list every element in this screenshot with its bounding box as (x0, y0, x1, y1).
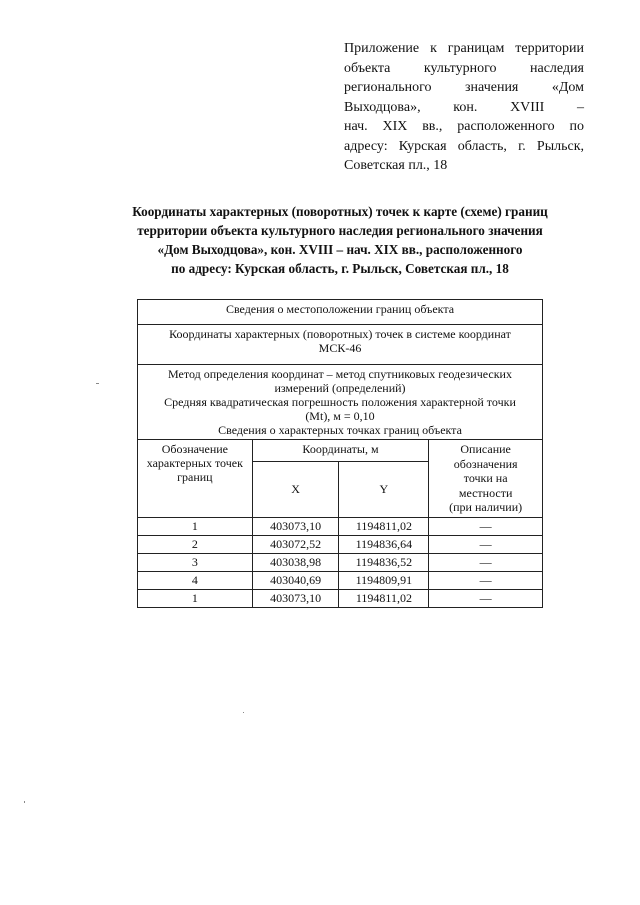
description-cell: — (429, 517, 543, 535)
header-text: местности (458, 485, 513, 500)
description-cell: — (429, 553, 543, 571)
appendix-line: Выходцова», кон. XVIII – (344, 99, 584, 115)
y-cell: 1194836,64 (339, 535, 429, 553)
x-cell: 403072,52 (252, 535, 339, 553)
method-line: измерений (определений) (274, 381, 406, 395)
heading-line: по адресу: Курская область, г. Рыльск, Советская пл., 18 (171, 261, 509, 276)
document-heading (96, 202, 584, 278)
table-title: Сведения о местоположении границ объекта (225, 302, 455, 316)
header-designation (138, 440, 253, 518)
appendix-line: регионального значения «Дом (344, 80, 584, 95)
header-text: X (291, 482, 300, 496)
point-cell: 1 (138, 517, 253, 535)
header-coordinates (252, 440, 429, 462)
accuracy-line: Средняя квадратическая погрешность положения характерной точки (164, 395, 516, 409)
point-cell: 3 (138, 553, 253, 571)
x-cell: 403040,69 (252, 571, 339, 589)
points-info-line: Сведения о характерных точках границ объекта (218, 423, 462, 437)
y-cell: 1194809,91 (339, 571, 429, 589)
header-text: Описание (460, 442, 511, 456)
table-row (138, 571, 543, 589)
header-description (429, 440, 543, 518)
table-row (138, 553, 543, 571)
coordinate-system-text: Координаты характерных (поворотных) точек в системе координат (169, 327, 511, 341)
scan-speck (96, 383, 99, 384)
coordinate-system-name: МСК-46 (318, 341, 362, 355)
header-text: Координаты, м (302, 442, 379, 456)
coordinates-table (137, 299, 543, 608)
point-cell: 2 (138, 535, 253, 553)
header-x (252, 461, 339, 517)
header-text: обозначения (453, 456, 518, 471)
header-text: границ (177, 470, 213, 484)
table-row (138, 517, 543, 535)
scan-speck (24, 801, 25, 803)
method-line: Метод определения координат – метод спутниковых геодезических (168, 367, 512, 381)
header-y (339, 461, 429, 517)
y-cell: 1194811,02 (339, 517, 429, 535)
scan-speck (243, 712, 244, 713)
header-text: точки на (463, 471, 508, 485)
point-cell: 4 (138, 571, 253, 589)
appendix-line: объекта культурного наследия (344, 60, 584, 76)
coordinate-system-cell (138, 325, 543, 365)
appendix-line: Советская пл., 18 (344, 158, 448, 173)
header-text: (при наличии) (449, 500, 523, 514)
table-row (138, 589, 543, 607)
x-cell: 403073,10 (252, 517, 339, 535)
point-cell: 1 (138, 589, 253, 607)
appendix-line: Приложение к границам территории (344, 41, 584, 56)
heading-line: «Дом Выходцова», кон. XVIII – нач. XIX вв., расположенного (157, 242, 523, 257)
header-text: Y (379, 482, 389, 496)
header-text: Обозначение (161, 442, 228, 456)
description-cell: — (429, 535, 543, 553)
heading-line: территории объекта культурного наследия регионального значения (137, 223, 543, 238)
table-row (138, 535, 543, 553)
header-text: характерных точек (146, 456, 243, 470)
y-cell: 1194811,02 (339, 589, 429, 607)
method-cell (138, 365, 543, 440)
appendix-note (344, 39, 584, 176)
x-cell: 403073,10 (252, 589, 339, 607)
description-cell: — (429, 589, 543, 607)
appendix-line: адресу: Курская область, г. Рыльск, (344, 138, 584, 154)
accuracy-value: (Mt), м = 0,10 (305, 409, 375, 423)
y-cell: 1194836,52 (339, 553, 429, 571)
table-title-cell (138, 300, 543, 325)
description-cell: — (429, 571, 543, 589)
heading-line: Координаты характерных (поворотных) точек к карте (схеме) границ (132, 204, 548, 219)
x-cell: 403038,98 (252, 553, 339, 571)
appendix-line: нач. XIX вв., расположенного по (344, 119, 584, 134)
